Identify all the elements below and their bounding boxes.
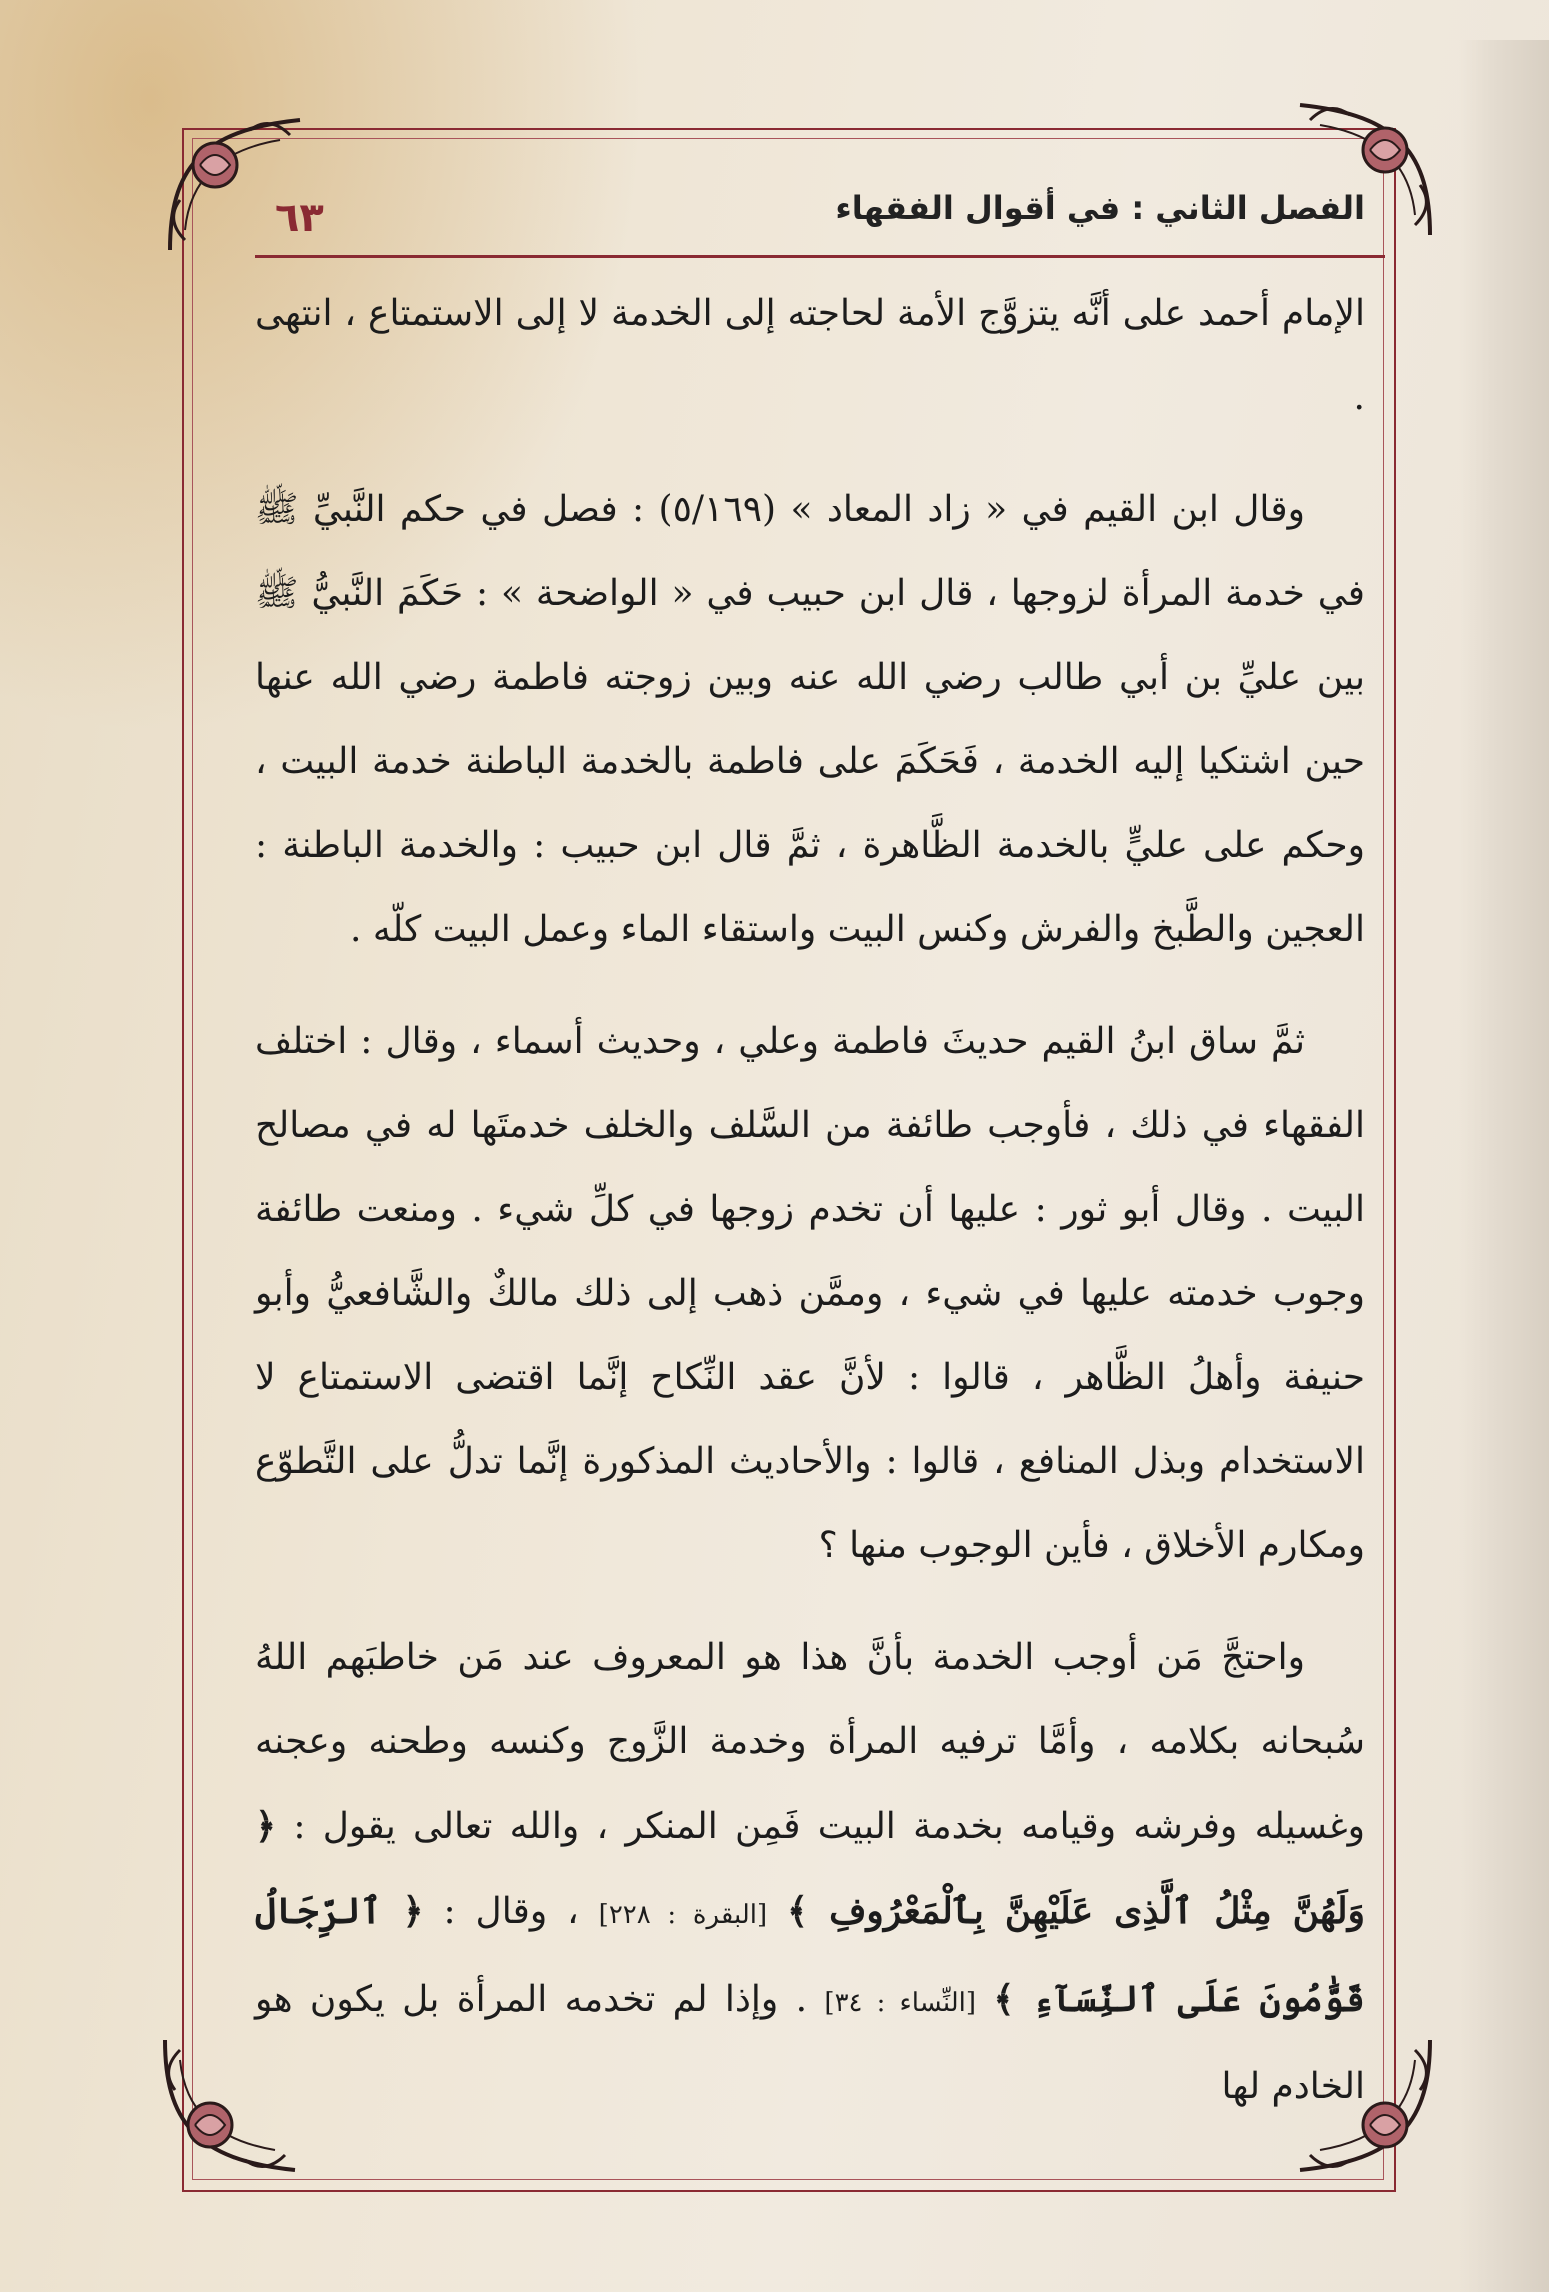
page-curl — [1459, 40, 1549, 2292]
verse-reference: [النِّساء : ٣٤] — [824, 1988, 977, 2018]
paragraph-text: . وإذا لم تخدمه المرأة بل يكون هو الخادم لها — [255, 1979, 1365, 2107]
paragraph-4 — [255, 1616, 1365, 2129]
paragraph-1 — [255, 272, 1365, 440]
chapter-title: الفصل الثاني : في أقوال الفقهاء — [835, 189, 1365, 227]
paragraph-text: وقال ابن القيم في « زاد المعاد » (٥/١٦٩) : فصل في حكم النَّبيِّ ﷺ في خدمة المرأة لزوجها ، قال ابن حبيب في « الواضحة » : حَكَمَ النَّبيُّ ﷺ بين عليِّ بن أبي طالب رضي الله عنه وبين زوجته فاطمة رضي الله عنها حين اشتكيا إليه الخدمة ، فَحَكَمَ على فاطمة بالخدمة الباطنة خدمة البيت ، وحكم على عليٍّ بالخدمة الظَّاهرة ، ثمَّ قال ابن حبيب : والخدمة الباطنة : العجين والطَّبخ والفرش وكنس البيت واستقاء الماء وعمل البيت كلّه . — [255, 489, 1365, 950]
paragraph-2 — [255, 468, 1365, 972]
paragraph-3 — [255, 1000, 1365, 1588]
paragraph-text: واحتجَّ مَن أوجب الخدمة بأنَّ هذا هو المعروف عند مَن خاطبَهم اللهُ سُبحانه بكلامه ، وأمَّا ترفيه المرأة وخدمة الزَّوج وكنسه وطحنه وعجنه وغسيله وفرشه وقيامه بخدمة البيت فَمِن المنكر ، والله تعالى يقول : — [255, 1637, 1365, 1847]
page-number: ٦٣ — [275, 195, 324, 241]
paragraph-text: ، وقال : — [443, 1891, 579, 1932]
verse-reference: [البقرة : ٢٢٨] — [598, 1900, 768, 1930]
quran-verse: ﴿ وَلَهُنَّ مِثْلُ ٱلَّذِى عَلَيْهِنَّ بِٱلْمَعْرُوفِ ﴾ — [255, 1805, 1365, 1932]
page-header — [255, 175, 1385, 258]
paragraph-text: الإمام أحمد على أنَّه يتزوَّج الأمة لحاجته إلى الخدمة لا إلى الاستمتاع ، انتهى . — [255, 293, 1365, 418]
body-text — [255, 272, 1365, 2157]
paragraph-text: ثمَّ ساق ابنُ القيم حديثَ فاطمة وعلي ، وحديث أسماء ، وقال : اختلف الفقهاء في ذلك ، فأوجب طائفة من السَّلف والخلف خدمتَها له في مصالح البيت . وقال أبو ثور : عليها أن تخدم زوجها في كلِّ شيء . ومنعت طائفة وجوب خدمته عليها في شيء ، وممَّن ذهب إلى ذلك مالكٌ والشَّافعيُّ وأبو حنيفة وأهلُ الظَّاهر ، قالوا : لأنَّ عقد النِّكاح إنَّما اقتضى الاستمتاع لا الاستخدام وبذل المنافع ، قالوا : والأحاديث المذكورة إنَّما تدلُّ على التَّطوّع ومكارم الأخلاق ، فأين الوجوب منها ؟ — [255, 1021, 1365, 1566]
quran-verse: ﴿ ٱلرِّجَالُ قَوَّٰمُونَ عَلَى ٱلنِّسَآءِ ﴾ — [255, 1890, 1365, 2020]
